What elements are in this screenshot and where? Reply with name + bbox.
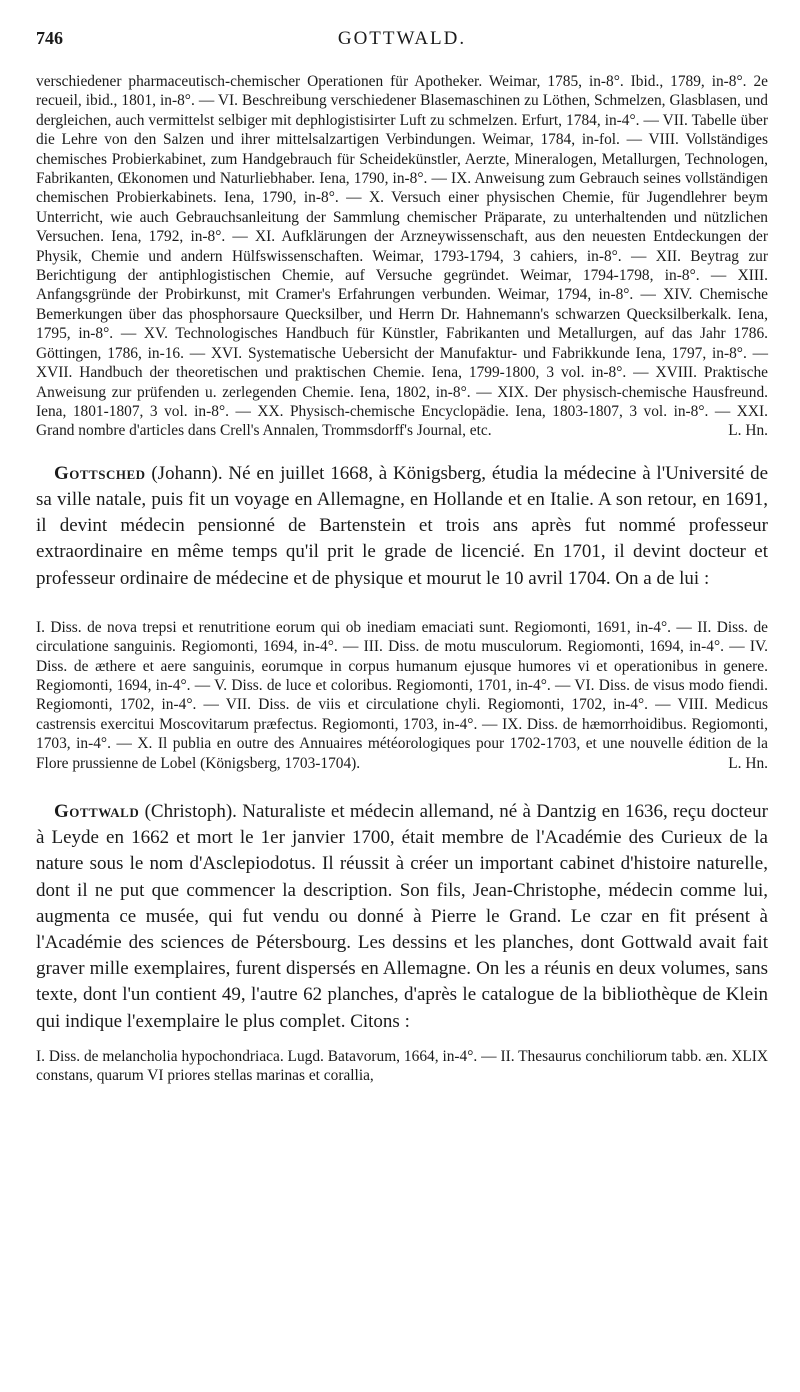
- gottsched-signature: L. Hn.: [728, 754, 768, 772]
- running-head: GOTTWALD.: [337, 28, 467, 49]
- gottsched-name: Gottsched: [54, 462, 146, 484]
- gottsched-text: Né en juillet 1668, à Königsberg, étudia la médecine à l'Université de sa ville natale, puis fit un voyage en Allemagne, en Hollande et en Italie. A son retour, en 1691, il devint médecin pensionné de Bartenstein et trois ans après fut nommé professeur extraordinaire en même temps qu'il prit le grade de licencié. En 1701, il devint docteur et professeur ordinaire de médecine et de physique et mourut le 10 avril 1704. On a de lui :: [36, 462, 769, 589]
- gottwald-entry: [36, 799, 768, 1035]
- gottsched-works: [36, 618, 768, 773]
- gottsched-firstname: (Johann).: [151, 462, 223, 484]
- gottwald-works: [36, 1047, 768, 1086]
- gottsched-entry: [36, 461, 768, 592]
- gottwald-name: Gottwald: [54, 800, 140, 822]
- gottwald-prior-works: [36, 72, 768, 441]
- gottwald-text: Naturaliste et médecin allemand, né à Dantzig en 1636, reçu docteur à Leyde en 1662 et mort le 1er janvier 1700, était membre de l'Académie des Curieux de la nature sous le nom d'Asclepiodotus. Il réussit à créer un important cabinet d'histoire naturelle, dont il ne put que commencer la description. Son fils, Jean-Christophe, médecin comme lui, augmenta ce musée, qui fut vendu ou donné à Pierre le Grand. Le czar en fit présent à l'Académie des sciences de Pétersbourg. Les dessins et les planches, dont Gottwald avait fait graver mille exemplaires, furent dispersés en Allemagne. On les a réunis en deux volumes, sans texte, dont l'un contient 49, l'autre 62 planches, d'après le catalogue de la bibliothèque de Klein qui indique l'exemplaire le plus complet. Citons :: [36, 800, 769, 1032]
- gottwald-works-text: I. Diss. de melancholia hypochondriaca. Lugd. Batavorum, 1664, in-4°. — II. Thesaurus conchiliorum tabb. æn. XLIX constans, quarum VI priores stellas marinas et corallia,: [36, 1047, 768, 1085]
- page-header: [36, 28, 768, 62]
- page-number: 746: [36, 28, 63, 48]
- gottwald-prior-signature: L. Hn.: [728, 422, 768, 440]
- gottsched-works-text: I. Diss. de nova trepsi et renutritione eorum qui ob inediam emaciati sunt. Regiomonti, 1691, in-4°. — II. Diss. de circulatione sanguinis. Regiomonti, 1694, in-4°. — III. Diss. de motu musculorum. Regiomonti, 1694, in-4°. — IV. Diss. de æthere et aere sanguinis, eorumque in corpus humanum ejusque humores vi et operationibus in genere. Regiomonti, 1694, in-4°. — V. Diss. de luce et coloribus. Regiomonti, 1701, in-4°. — VI. Diss. de visus modo fiendi. Regiomonti, 1702, in-4°. — VII. Diss. de viis et circulatione chyli. Regiomonti, 1702, in-4°. — VIII. Medicus castrensis exercitui Moscovitarum præfectus. Regiomonti, 1703, in-4°. — IX. Diss. de hæmorrhoidibus. Regiomonti, 1703, in-4°. — X. Il publia en outre des Annuaires météorologiques pour 1702-1703, et une nouvelle édition de la Flore prussienne de Lobel (Königsberg, 1703-1704).: [36, 618, 768, 772]
- gottwald-firstname: (Christoph).: [144, 800, 237, 822]
- gottwald-prior-text: verschiedener pharmaceutisch-chemischer Operationen für Apotheker. Weimar, 1785, in-8°. Ibid., 1789, in-8°. 2e recueil, ibid., 1801, in-8°. — VI. Beschreibung verschiedener Blasemaschinen zu Löthen, Schmelzen, Glasblasen, und dergleichen, auch vermittelst selbiger mit dephlogistisirter Luft zu schmelzen. Erfurt, 1784, in-4°. — VII. Tabelle über die Lehre von den Salzen und ihrer mittelsalzartigen Verbindungen. Weimar, 1784, in-fol. — VIII. Vollständiges chemisches Probierkabinet, zum Handgebrauch für Scheidekünstler, Aerzte, Mineralogen, Metallurgen, Technologen, Fabrikanten, Œkonomen und Naturliebhaber. Iena, 1790, in-8°. — IX. Anweisung zum Gebrauch seines vollständigen chemischen Probierkabinets. Iena, 1790, in-8°. — X. Versuch einer physischen Chemie, für Jugendlehrer beym Unterricht, wie auch Gebrauchsanleitung der Sammlung chemischer Präparate, zu unterhaltenden und nützlichen Versuchen. Iena, 1792, in-8°. — XI. Aufklärungen der Arzneywissenschaft, aus den neuesten Entdeckungen der Physik, Chemie und andern Hülfswissenschaften. Weimar, 1793-1794, 3 cahiers, in-8°. — XII. Beytrag zur Berichtigung der antiphlogistischen Chemie, auf Versuche gegründet. Weimar, 1794-1798, in-8°. — XIII. Anfangsgründe der Probirkunst, mit Cramer's Erfahrungen verbunden. Weimar, 1794, in-8°. — XIV. Chemische Bemerkungen über das phosphorsaure Quecksilber, und Herrn Dr. Hahnemann's schwarzen Quecksilberkalk. Iena, 1795, in-8°. — XV. Technologisches Handbuch für Künstler, Fabrikanten und Metallurgen, auf das Jahr 1786. Göttingen, 1786, in-16. — XVI. Systematische Uebersicht der Manufaktur- und Fabrikkunde Iena, 1797, in-8°. — XVII. Handbuch der theoretischen und praktischen Chemie. Iena, 1799-1800, 3 vol. in-8°. — XVIII. Praktische Anweisung zur prüfenden u. zerlegenden Chemie. Iena, 1802, in-8°. — XIX. Der physisch-chemische Hausfreund. Iena, 1801-1807, 3 vol. in-8°. — XX. Physisch-chemische Encyclopädie. Iena, 1803-1807, 3 vol. in-8°. — XXI. Grand nombre d'articles dans Crell's Annalen, Trommsdorff's Journal, etc.: [36, 73, 768, 440]
